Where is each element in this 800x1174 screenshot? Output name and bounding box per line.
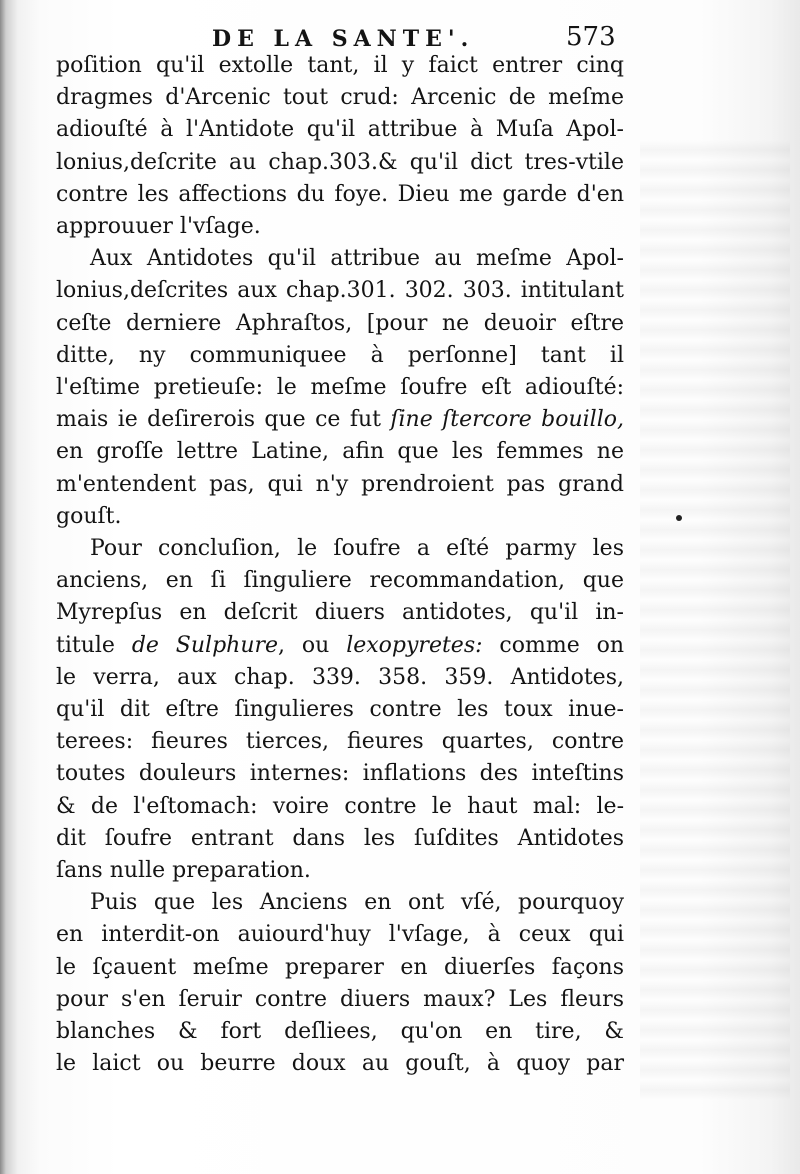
text-line: poſition qu'il extolle tant, il y faict entrer cinq: [56, 53, 624, 78]
text-line: ditte, ny communiquee à perſonne] tant il: [56, 342, 624, 368]
text-segment: comme on: [482, 632, 624, 658]
show-through-shadow: [640, 140, 790, 1100]
text-line: & de l'eſtomach: voire contre le haut mal: le-: [56, 793, 624, 819]
ink-dot: [676, 515, 682, 521]
text-line: le laict ou beurre doux au gouſt, à quoy par: [56, 1051, 624, 1077]
text-line: adiouſté à l'Antidote qu'il attribue à Muſa Apol-: [56, 117, 624, 143]
paragraph-2: [56, 243, 624, 533]
text-line: approuuer l'vſage.: [56, 214, 261, 240]
text-line: Puis que les Anciens en ont vſé, pourquoy: [90, 890, 624, 916]
paragraph-3: [56, 533, 624, 887]
text-line: blanches & fort deſliees, qu'on en tire, &: [56, 1019, 624, 1045]
text-line: ſans nulle preparation.: [56, 858, 311, 884]
text-line: contre les affections du foye. Dieu me garde d'en: [56, 181, 624, 207]
latin-term: lexopyretes:: [346, 632, 483, 658]
text-line: qu'il dit eſtre ſingulieres contre les toux inue-: [56, 697, 624, 723]
text-line: Aux Antidotes qu'il attribue au meſme Apol-: [90, 246, 624, 272]
text-line: ceſte derniere Aphraſtos, [pour ne deuoir eſtre: [56, 310, 624, 336]
text-line: lonius,deſcrite au chap.303.& qu'il dict tres-vtile: [56, 149, 624, 175]
text-segment: mais ie deſirerois que ce fut: [56, 407, 391, 433]
text-line: en groſſe lettre Latine, afin que les femmes ne: [56, 439, 624, 465]
text-line: le ſçauent meſme preparer en diuerſes façons: [56, 954, 624, 980]
text-line: dragmes d'Arcenic tout crud: Arcenic de meſme: [56, 85, 624, 111]
text-line: le verra, aux chap. 339. 358. 359. Antidotes,: [56, 664, 624, 690]
text-line-with-latin: [56, 404, 624, 436]
text-line: dit ſoufre entrant dans les ſuſdites Antidotes: [56, 825, 624, 851]
text-line: pour s'en ſeruir contre diuers maux? Les fleurs: [56, 986, 624, 1012]
text-line-with-latin: [56, 630, 624, 662]
text-line: terees: fieures tierces, fieures quartes, contre: [56, 729, 624, 755]
page-number: 573: [566, 22, 616, 52]
text-line: m'entendent pas, qui n'y prendroient pas grand: [56, 471, 624, 497]
paragraph-4: [56, 887, 624, 1080]
text-segment: titule: [56, 632, 132, 658]
text-segment: , ou: [278, 632, 347, 658]
body-text: [56, 50, 624, 1081]
text-line: l'eſtime pretieuſe: le meſme ſoufre eſt adiouſté:: [56, 375, 624, 401]
latin-term: de Sulphure: [131, 632, 279, 658]
text-line: anciens, en ſi ſinguliere recommandation, que: [56, 568, 624, 594]
text-line: Myrepſus en deſcrit diuers antidotes, qu'il in-: [56, 600, 624, 626]
paragraph-1: [56, 50, 624, 243]
latin-phrase: ſine ſtercore bouillo,: [390, 407, 624, 433]
text-line: gouſt.: [56, 503, 122, 529]
text-line: lonius,deſcrites aux chap.301. 302. 303. intitulant: [56, 278, 624, 304]
text-line: Pour concluſion, le ſoufre a eſté parmy les: [90, 536, 624, 562]
text-line: toutes douleurs internes: inflations des inteſtins: [56, 761, 624, 787]
text-line: en interdit-on auiourd'huy l'vſage, à ceux qui: [56, 922, 624, 948]
running-title: DE LA SANTE'.: [212, 26, 475, 52]
